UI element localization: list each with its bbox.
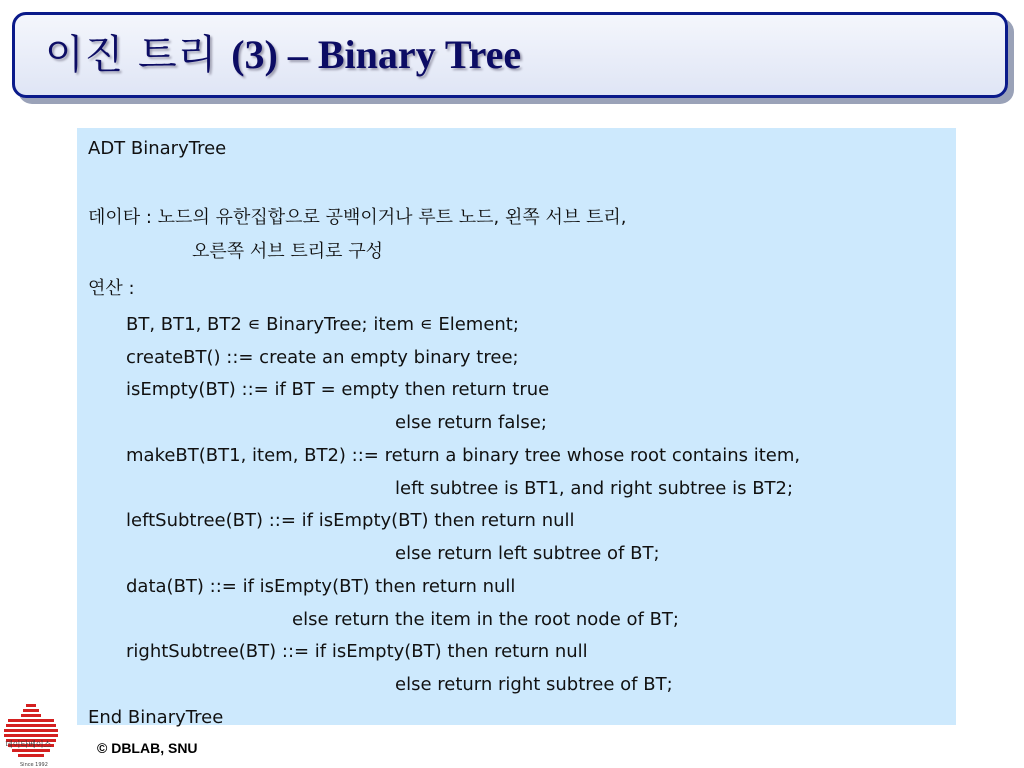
title-korean: 이진 트리 bbox=[45, 32, 218, 78]
adt-data-line-1: 데이타 : 노드의 유한집합으로 공백이거나 루트 노드, 왼쪽 서브 트리, bbox=[88, 207, 627, 228]
adt-op-leftsubtree-else: else return left subtree of BT; bbox=[395, 543, 660, 564]
adt-definition-box bbox=[77, 128, 956, 728]
adt-op-data: data(BT) ::= if isEmpty(BT) then return null bbox=[126, 576, 516, 597]
adt-op-isempty: isEmpty(BT) ::= if BT = empty then return true bbox=[126, 379, 550, 400]
adt-op-leftsubtree: leftSubtree(BT) ::= if isEmpty(BT) then return null bbox=[126, 510, 575, 531]
adt-type-decl: BT, BT1, BT2 ∊ BinaryTree; item ∊ Element; bbox=[126, 314, 519, 335]
adt-op-rightsubtree-else: else return right subtree of BT; bbox=[395, 674, 673, 695]
adt-op-makebt: makeBT(BT1, item, BT2) ::= return a binary tree whose root contains item, bbox=[126, 445, 801, 466]
adt-op-createbt: createBT() ::= create an empty binary tree; bbox=[126, 347, 519, 368]
page-title bbox=[45, 31, 521, 79]
adt-footer: End BinaryTree bbox=[88, 707, 224, 728]
logo-caption: 데이타베이스 bbox=[5, 740, 52, 749]
adt-op-rightsubtree: rightSubtree(BT) ::= if isEmpty(BT) then return null bbox=[126, 641, 588, 662]
logo-since: Since 1992 bbox=[20, 762, 48, 768]
adt-op-isempty-else: else return false; bbox=[395, 412, 547, 433]
adt-data-line-2: 오른쪽 서브 트리로 구성 bbox=[192, 241, 384, 262]
copyright-text: © DBLAB, SNU bbox=[97, 740, 198, 756]
adt-operations-label: 연산 : bbox=[88, 278, 135, 299]
adt-op-data-else: else return the item in the root node of BT; bbox=[292, 609, 679, 630]
title-english: (3) – Binary Tree bbox=[231, 32, 522, 77]
title-banner bbox=[12, 12, 1008, 98]
adt-op-makebt-cont: left subtree is BT1, and right subtree is BT2; bbox=[395, 478, 794, 499]
adt-header: ADT BinaryTree bbox=[88, 138, 227, 159]
dblab-logo bbox=[0, 700, 76, 768]
